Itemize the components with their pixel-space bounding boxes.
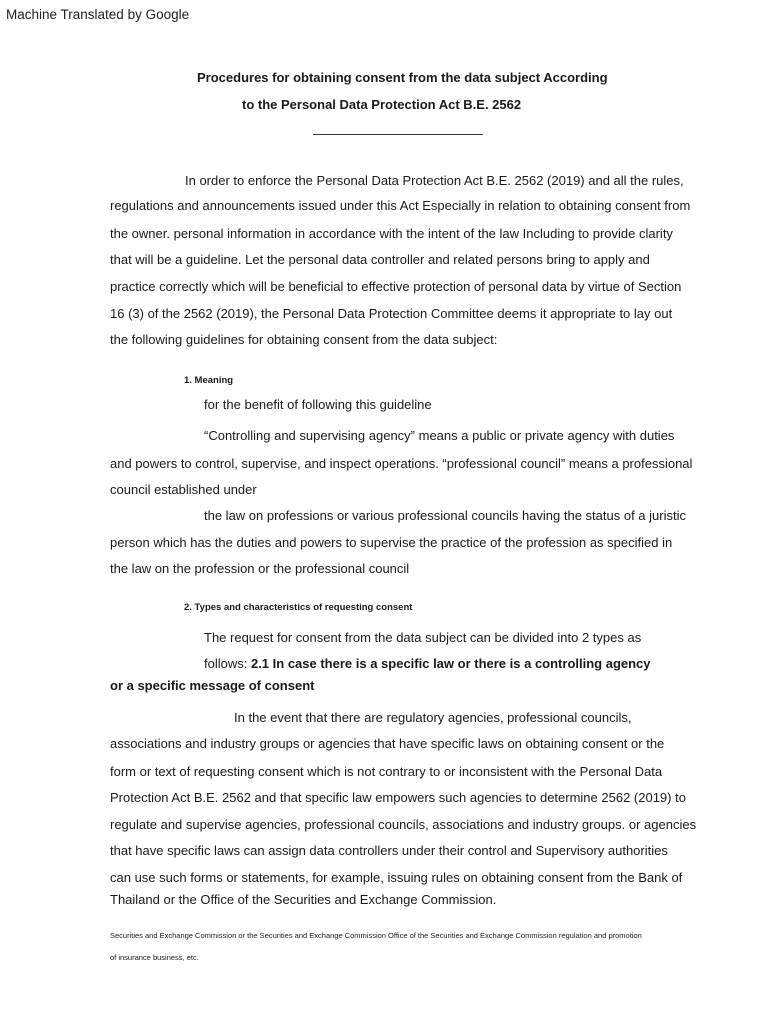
section-1-line: the law on the profession or the professional council [110, 561, 410, 576]
subsection-2-1-heading-cont: or a specific message of consent [110, 678, 315, 693]
section-1-heading: 1. Meaning [184, 375, 234, 386]
section-2-paragraph-line: Thailand or the Office of the Securities and Exchange Commission. [110, 892, 497, 907]
intro-line: the following guidelines for obtaining consent from the data subject: [110, 332, 498, 347]
title-line-2: to the Personal Data Protection Act B.E. 2562 [242, 97, 522, 112]
section-1-line: and powers to control, supervise, and inspect operations. “professional council” means a professional [110, 456, 693, 471]
section-2-paragraph-line: Protection Act B.E. 2562 and that specific law empowers such agencies to determine 2562 (2019) to [110, 790, 686, 805]
section-2-heading: 2. Types and characteristics of requesting consent [184, 602, 413, 613]
section-1-line: the law on professions or various professional councils having the status of a juristic [204, 508, 686, 523]
intro-line: In order to enforce the Personal Data Protection Act B.E. 2562 (2019) and all the rules, [185, 173, 684, 188]
section-2-subheading-line [204, 656, 651, 672]
section-1-line: for the benefit of following this guideline [204, 397, 432, 412]
section-1-line: “Controlling and supervising agency” means a public or private agency with duties [204, 428, 675, 443]
section-2-line: The request for consent from the data subject can be divided into 2 types as [204, 630, 642, 645]
intro-line: 16 (3) of the 2562 (2019), the Personal Data Protection Committee deems it appropriate to lay out [110, 306, 673, 321]
section-2-line-prefix: follows: [204, 656, 251, 671]
footnote-line: of insurance business, etc. [110, 953, 199, 962]
title-underline [313, 134, 483, 135]
intro-line: regulations and announcements issued under this Act Especially in relation to obtaining consent from [110, 198, 691, 213]
subsection-2-1-heading: 2.1 In case there is a specific law or there is a controlling agency [250, 656, 651, 671]
machine-translated-label: Machine Translated by Google [6, 7, 190, 22]
section-2-paragraph-line: can use such forms or statements, for example, issuing rules on obtaining consent from the Bank of [110, 870, 683, 885]
footnote-line: Securities and Exchange Commission or the Securities and Exchange Commission Office of the Securities and Exchange Commission regulation and promotion [110, 931, 642, 940]
section-1-line: council established under [110, 482, 257, 497]
intro-line: practice correctly which will be beneficial to effective protection of personal data by virtue of Section [110, 279, 682, 294]
section-2-paragraph-line: regulate and supervise agencies, professional councils, associations and industry groups. or agencies [110, 817, 697, 832]
section-2-paragraph-line: that have specific laws can assign data controllers under their control and Supervisory authorities [110, 843, 668, 858]
section-2-paragraph-line: In the event that there are regulatory agencies, professional councils, [234, 710, 632, 725]
intro-line: the owner. personal information in accordance with the intent of the law Including to provide clarity [110, 226, 673, 241]
section-2-paragraph-line: associations and industry groups or agencies that have specific laws on obtaining consent or the [110, 736, 665, 751]
section-1-line: person which has the duties and powers to supervise the practice of the profession as specified in [110, 535, 673, 550]
title-line-1: Procedures for obtaining consent from the data subject According [197, 70, 608, 85]
intro-line: that will be a guideline. Let the personal data controller and related persons bring to apply and [110, 252, 650, 267]
section-2-paragraph-line: form or text of requesting consent which is not contrary to or inconsistent with the Personal Data [110, 764, 663, 779]
